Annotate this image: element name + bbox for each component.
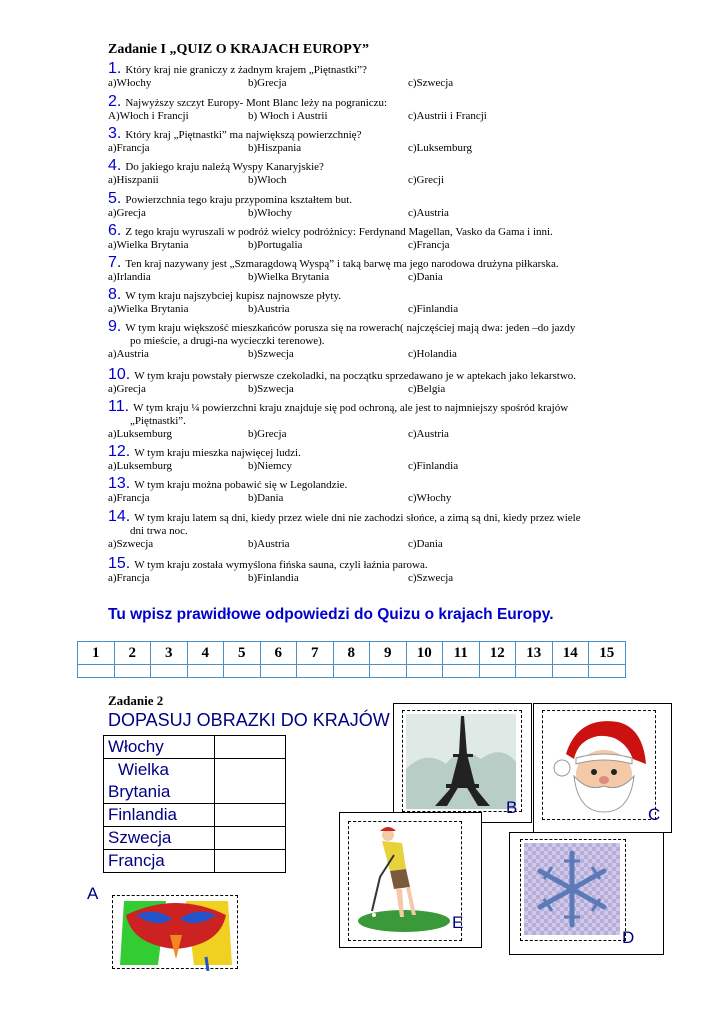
answer-option: c)Luksemburg xyxy=(408,142,472,154)
question-text: W tym kraju większość mieszkańców porusza się na rowerach( najczęściej mają dwa: jeden –do jazdy xyxy=(125,322,576,334)
quiz-question xyxy=(108,159,668,187)
answer-option: b)Włoch xyxy=(248,174,287,186)
question-number: 10. xyxy=(108,366,131,383)
question-text-cont: po mieście, a drugi-na wycieczki terenowe). xyxy=(130,335,325,347)
answer-options xyxy=(108,572,668,585)
answer-number: 12 xyxy=(479,642,516,665)
answer-input-cell[interactable] xyxy=(479,665,516,678)
question-text: W tym kraju została wymyślona fińska sauna, czyli łaźnia parowa. xyxy=(134,559,428,571)
answer-option: b)Finlandia xyxy=(248,572,299,584)
quiz-question xyxy=(108,368,668,396)
quiz-question xyxy=(108,400,668,441)
question-text: Powierzchnia tego kraju przypomina kształtem but. xyxy=(125,194,352,206)
quiz-question xyxy=(108,510,668,551)
question-text: W tym kraju mieszka najwięcej ludzi. xyxy=(134,447,301,459)
question-text: Najwyższy szczyt Europy- Mont Blanc leży na pograniczu: xyxy=(125,97,388,109)
snowflake-icon xyxy=(524,843,620,935)
quiz-question xyxy=(108,256,668,284)
question-number: 15. xyxy=(108,555,131,572)
quiz-question xyxy=(108,477,668,505)
answer-options xyxy=(108,142,668,155)
answer-option: A)Włoch i Francji xyxy=(108,110,189,122)
answer-input-cell[interactable] xyxy=(78,665,115,678)
answer-number: 14 xyxy=(552,642,589,665)
question-text: W tym kraju powstały pierwsze czekoladki, na początku sprzedawano je w aptekach jako lekarstwo. xyxy=(134,370,577,382)
answer-number: 6 xyxy=(260,642,297,665)
answer-options xyxy=(108,460,668,473)
answer-table xyxy=(77,641,626,678)
question-text: Który kraj nie graniczy z żadnym krajem „Piętnastki”? xyxy=(125,64,367,76)
answer-option: a)Irlandia xyxy=(108,271,151,283)
answer-option: a)Wielka Brytania xyxy=(108,239,189,251)
question-text: W tym kraju można pobawić się w Legolandzie. xyxy=(134,479,348,491)
picture-card-santa xyxy=(533,703,672,833)
carnival-mask-icon xyxy=(116,895,236,971)
question-text: W tym kraju latem są dni, kiedy przez wiele dni nie zachodzi słońce, a zimą są dni, kiedy przez wiele xyxy=(134,512,581,524)
answer-input-cell[interactable] xyxy=(443,665,480,678)
letter-b: B xyxy=(506,798,518,817)
question-number: 1. xyxy=(108,60,122,77)
golfer-icon xyxy=(354,825,454,935)
question-number: 11. xyxy=(108,398,130,415)
answer-option: b)Niemcy xyxy=(248,460,292,472)
answer-option: a)Grecja xyxy=(108,207,146,219)
country-cell: Brytania xyxy=(104,781,215,804)
answer-option: b)Hiszpania xyxy=(248,142,302,154)
quiz-question xyxy=(108,288,668,316)
countries-table xyxy=(103,735,286,873)
answer-options xyxy=(108,271,668,284)
answer-option: a)Włochy xyxy=(108,77,152,89)
answer-instruction: Tu wpisz prawidłowe odpowiedzi do Quizu o krajach Europy. xyxy=(108,606,554,623)
answer-number: 3 xyxy=(151,642,188,665)
answer-input-cell[interactable] xyxy=(552,665,589,678)
answer-option: c)Austria xyxy=(408,428,449,440)
question-text: W tym kraju najszybciej kupisz najnowsze płyty. xyxy=(125,290,342,302)
answer-cell[interactable] xyxy=(215,850,286,873)
answer-number: 2 xyxy=(114,642,151,665)
question-text-cont: dni trwa noc. xyxy=(130,525,188,537)
answer-input-cell[interactable] xyxy=(516,665,553,678)
answer-option: c)Włochy xyxy=(408,492,452,504)
answer-options xyxy=(108,174,668,187)
answer-cell[interactable] xyxy=(215,804,286,827)
answer-option: a)Luksemburg xyxy=(108,460,172,472)
question-number: 9. xyxy=(108,318,122,335)
answer-option: b)Szwecja xyxy=(248,348,294,360)
answer-option: a)Wielka Brytania xyxy=(108,303,189,315)
answer-input-cell[interactable] xyxy=(297,665,334,678)
answer-option: a)Luksemburg xyxy=(108,428,172,440)
answer-input-cell[interactable] xyxy=(260,665,297,678)
question-number: 12. xyxy=(108,443,131,460)
quiz-question xyxy=(108,95,668,123)
answer-option: c)Dania xyxy=(408,538,443,550)
answer-option: c)Szwecja xyxy=(408,77,454,89)
answer-option: c)Dania xyxy=(408,271,443,283)
eiffel-tower-icon xyxy=(406,714,516,809)
answer-input-cell[interactable] xyxy=(151,665,188,678)
answer-options xyxy=(108,492,668,505)
answer-option: c)Holandia xyxy=(408,348,457,360)
answer-input-cell[interactable] xyxy=(187,665,224,678)
answer-options xyxy=(108,383,668,396)
answer-number: 5 xyxy=(224,642,261,665)
quiz-question xyxy=(108,62,668,90)
answer-option: b)Austria xyxy=(248,303,290,315)
answer-option: b)Szwecja xyxy=(248,383,294,395)
answer-cell[interactable] xyxy=(215,781,286,804)
question-text: Z tego kraju wyruszali w podróż wielcy podróżnicy: Ferdynand Magellan, Vasko da Gama i inni. xyxy=(125,226,553,238)
picture-card-eiffel xyxy=(393,703,532,823)
task1-title: Zadanie I „QUIZ O KRAJACH EUROPY” xyxy=(108,42,369,57)
question-number: 14. xyxy=(108,508,131,525)
quiz-question xyxy=(108,127,668,155)
question-number: 13. xyxy=(108,475,131,492)
picture-card-mask xyxy=(108,889,241,975)
country-cell: Włochy xyxy=(104,736,215,759)
answer-options xyxy=(108,77,668,90)
letter-e: E xyxy=(452,913,464,932)
answer-options xyxy=(108,239,668,252)
santa-icon xyxy=(548,714,653,814)
answer-number: 10 xyxy=(406,642,443,665)
answer-option: b)Portugalia xyxy=(248,239,303,251)
answer-input-cell[interactable] xyxy=(224,665,261,678)
answer-option: b)Austria xyxy=(248,538,290,550)
answer-options xyxy=(108,538,668,551)
question-number: 3. xyxy=(108,125,122,142)
answer-input-cell[interactable] xyxy=(114,665,151,678)
answer-input-cell[interactable] xyxy=(333,665,370,678)
letter-a: A xyxy=(87,884,99,903)
question-number: 8. xyxy=(108,286,122,303)
country-cell: Finlandia xyxy=(104,804,215,827)
answer-option: a)Hiszpanii xyxy=(108,174,159,186)
question-text-cont: „Piętnastki”. xyxy=(130,415,186,427)
answer-options xyxy=(108,428,668,441)
question-text: Który kraj „Piętnastki” ma największą powierzchnię? xyxy=(125,129,362,141)
answer-number: 7 xyxy=(297,642,334,665)
question-number: 6. xyxy=(108,222,122,239)
task2-heading: DOPASUJ OBRAZKI DO KRAJÓW xyxy=(108,710,390,730)
answer-option: a)Francja xyxy=(108,142,150,154)
answer-option: c)Austria xyxy=(408,207,449,219)
answer-cell[interactable] xyxy=(215,736,286,759)
question-text: Ten kraj nazywany jest „Szmaragdową Wyspą” i taką barwę ma jego narodowa drużyna piłkarska. xyxy=(125,258,559,270)
country-cell: Wielka xyxy=(104,759,215,782)
answer-number: 9 xyxy=(370,642,407,665)
answer-option: b)Grecja xyxy=(248,428,287,440)
answer-input-cell[interactable] xyxy=(370,665,407,678)
quiz-question xyxy=(108,320,668,361)
answer-option: c)Francja xyxy=(408,239,450,251)
answer-option: b)Grecja xyxy=(248,77,287,89)
answer-option: b)Włochy xyxy=(248,207,292,219)
picture-card-snowflake xyxy=(509,832,664,955)
answer-option: b)Wielka Brytania xyxy=(248,271,330,283)
task2-label: Zadanie 2 xyxy=(108,693,164,708)
answer-option: b) Włoch i Austrii xyxy=(248,110,328,122)
answer-option: c)Finlandia xyxy=(408,460,459,472)
question-number: 7. xyxy=(108,254,122,271)
answer-option: a)Francja xyxy=(108,492,150,504)
answer-option: c)Austrii i Francji xyxy=(408,110,487,122)
country-cell: Francja xyxy=(104,850,215,873)
letter-c: C xyxy=(648,805,661,824)
answer-option: c)Finlandia xyxy=(408,303,459,315)
letter-d: D xyxy=(622,928,635,947)
answer-option: c)Belgia xyxy=(408,383,446,395)
answer-number: 4 xyxy=(187,642,224,665)
answer-option: a)Austria xyxy=(108,348,149,360)
picture-card-golfer xyxy=(339,812,482,948)
answer-option: b)Dania xyxy=(248,492,284,504)
answer-input-cell[interactable] xyxy=(589,665,626,678)
quiz-question xyxy=(108,445,668,473)
answer-options xyxy=(108,110,668,123)
answer-option: a)Szwecja xyxy=(108,538,154,550)
quiz-question xyxy=(108,557,668,585)
answer-number: 13 xyxy=(516,642,553,665)
answer-options xyxy=(108,348,668,361)
answer-options xyxy=(108,303,668,316)
answer-number: 1 xyxy=(78,642,115,665)
answer-input-cell[interactable] xyxy=(406,665,443,678)
answer-option: c)Szwecja xyxy=(408,572,454,584)
answer-option: a)Grecja xyxy=(108,383,146,395)
answer-cell[interactable] xyxy=(215,759,286,782)
answer-option: a)Francja xyxy=(108,572,150,584)
answer-number: 15 xyxy=(589,642,626,665)
country-cell: Szwecja xyxy=(104,827,215,850)
question-number: 2. xyxy=(108,93,122,110)
quiz-question xyxy=(108,224,668,252)
answer-options xyxy=(108,207,668,220)
quiz-question xyxy=(108,192,668,220)
question-text: Do jakiego kraju należą Wyspy Kanaryjskie? xyxy=(125,161,324,173)
answer-number: 11 xyxy=(443,642,480,665)
answer-option: c)Grecji xyxy=(408,174,445,186)
question-number: 5. xyxy=(108,190,122,207)
question-number: 4. xyxy=(108,157,122,174)
answer-number: 8 xyxy=(333,642,370,665)
answer-cell[interactable] xyxy=(215,827,286,850)
question-text: W tym kraju ¼ powierzchni kraju znajduje się pod ochroną, ale jest to najmniejszy spośród krajów xyxy=(133,402,569,414)
